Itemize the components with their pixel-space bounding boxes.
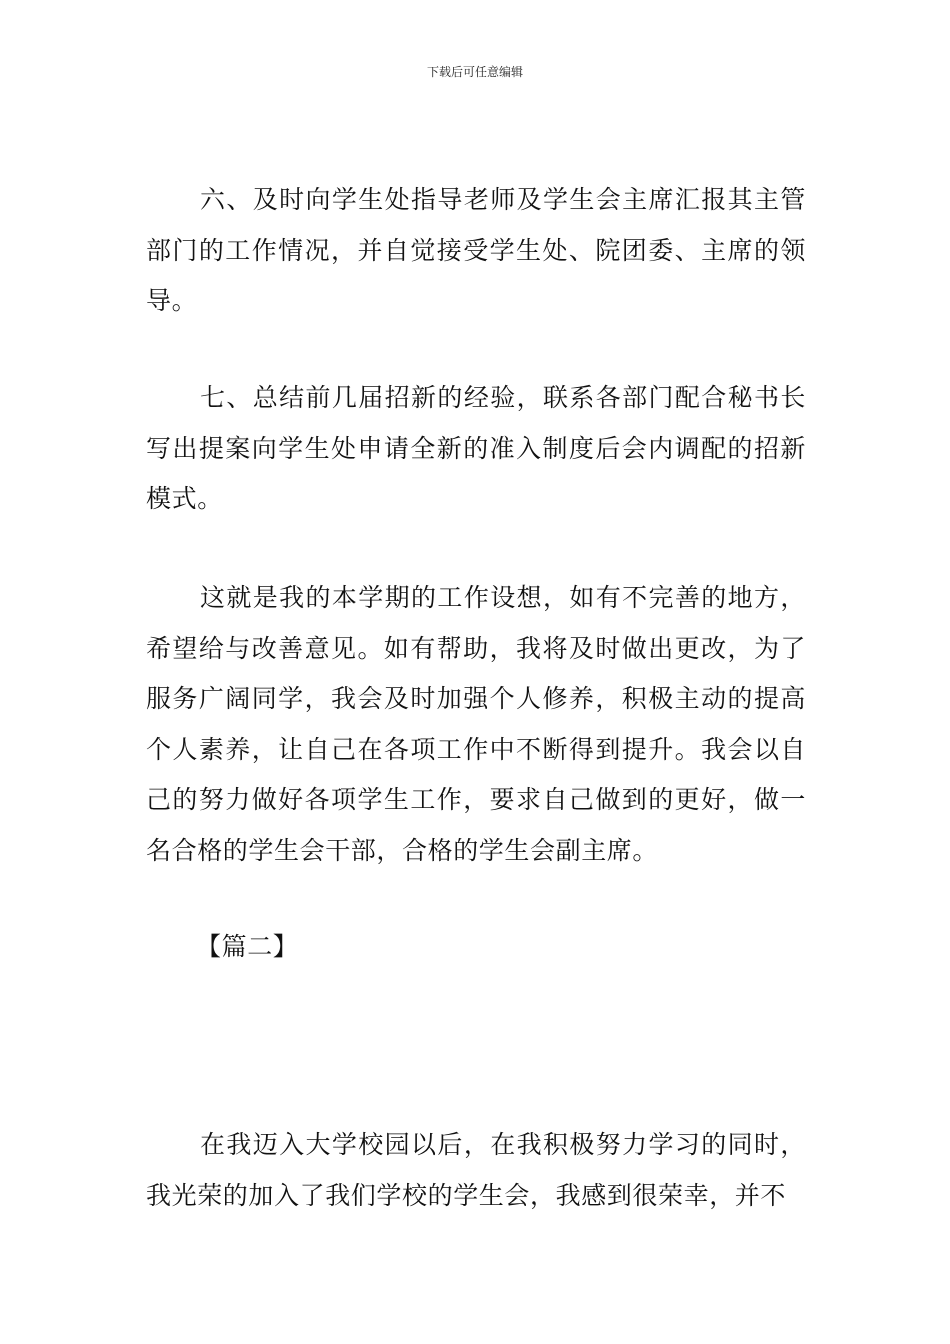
paragraph-item-six: 六、及时向学生处指导老师及学生会主席汇报其主管部门的工作情况，并自觉接受学生处、院团委、主席的领导。 (146, 185, 806, 315)
paragraph-summary: 这就是我的本学期的工作设想，如有不完善的地方，希望给与改善意见。如有帮助，我将及时做出更改，为了服务广阔同学，我会及时加强个人修养，积极主动的提高个人素养，让自己在各项工作中不断得到提升。我会以自己的努力做好各项学生工作，要求自己做到的更好，做一名合格的学生会干部，合格的学生会副主席。 (146, 583, 806, 865)
section-heading-two: 【篇二】 (196, 932, 299, 961)
paragraph-intro: 在我迈入大学校园以后，在我积极努力学习的同时，我光荣的加入了我们学校的学生会，我感到很荣幸，并不 (146, 1130, 806, 1210)
page-header: 下载后可任意编辑 (426, 65, 523, 79)
paragraph-item-seven: 七、总结前几届招新的经验，联系各部门配合秘书长写出提案向学生处申请全新的准入制度后会内调配的招新模式。 (146, 383, 806, 513)
